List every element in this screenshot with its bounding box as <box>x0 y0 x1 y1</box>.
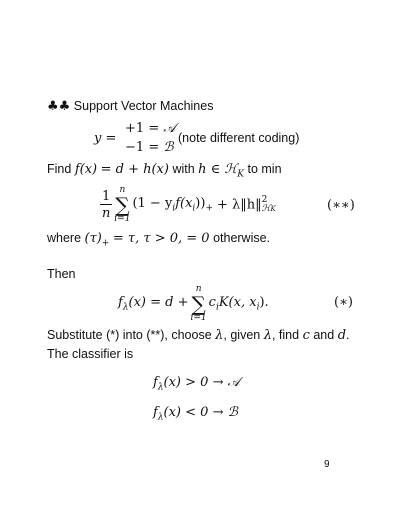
equals-sign: = <box>105 131 117 146</box>
page-number: 9 <box>324 459 330 470</box>
coding-note: (note different coding) <box>178 131 300 145</box>
objective-tag: (∗∗) <box>327 198 355 213</box>
y-symbol: y <box>94 131 102 146</box>
kernel-expansion: $c_iK(x$, $x_i$). <box>208 295 269 313</box>
tau-plus: $(\tau)_+$ <box>84 231 110 249</box>
find-suffix: to min <box>247 162 282 176</box>
fx-definition: = d + h(x) <box>100 162 169 177</box>
clubs-icon: ♣♣ <box>47 99 71 114</box>
coding-pos: +1 = 𝒜 <box>125 121 176 136</box>
find-line <box>47 162 282 180</box>
h-in-space: h ∈ ℋ$_K$ <box>198 162 244 180</box>
where-prefix: where <box>47 231 82 245</box>
find-with: with <box>172 162 195 176</box>
pos-value: +1 <box>125 121 145 136</box>
fx-symbol: f(x) <box>74 162 98 177</box>
f-lambda: $f_\lambda(x) = d$ + <box>118 295 189 313</box>
heading-text: Support Vector Machines <box>73 99 214 113</box>
lambda-symbol: λ <box>215 328 224 343</box>
where-suffix: otherwise. <box>213 231 271 245</box>
one-over-n: $\frac{1}{n}$ <box>101 189 111 221</box>
rule-negative: $f_\lambda(x) < 0$ → ℬ <box>153 405 238 423</box>
hinge-loss: $(1 - y_if(x_i))_+$ <box>132 196 213 214</box>
solution-tag: (∗) <box>334 295 353 310</box>
classifier-line: The classifier is <box>47 347 134 361</box>
coding-y <box>94 131 116 146</box>
where-line <box>47 231 270 249</box>
regularizer: + λ‖h‖ 2 ℋK <box>217 195 276 214</box>
objective-formula <box>100 186 276 224</box>
neg-value: −1 <box>125 140 145 155</box>
solution-formula <box>118 285 269 323</box>
sum-operator: n ∑ i=1 <box>114 185 131 224</box>
class-b: ℬ <box>163 140 174 155</box>
substitute-line: Substitute (*) into (**), choose λ, given λ, find c and d. <box>47 328 350 343</box>
coding-neg: −1 = ℬ <box>125 140 174 155</box>
sum-operator-2: n ∑ i=1 <box>190 284 207 323</box>
then-label: Then <box>47 267 76 281</box>
rule-positive: $f_\lambda(x) > 0$ → 𝒜 <box>153 375 240 393</box>
where-expr: = τ, τ > 0, = 0 <box>112 231 210 246</box>
slide-heading <box>47 99 213 114</box>
class-a: 𝒜 <box>163 121 176 136</box>
find-prefix: Find <box>47 162 72 176</box>
